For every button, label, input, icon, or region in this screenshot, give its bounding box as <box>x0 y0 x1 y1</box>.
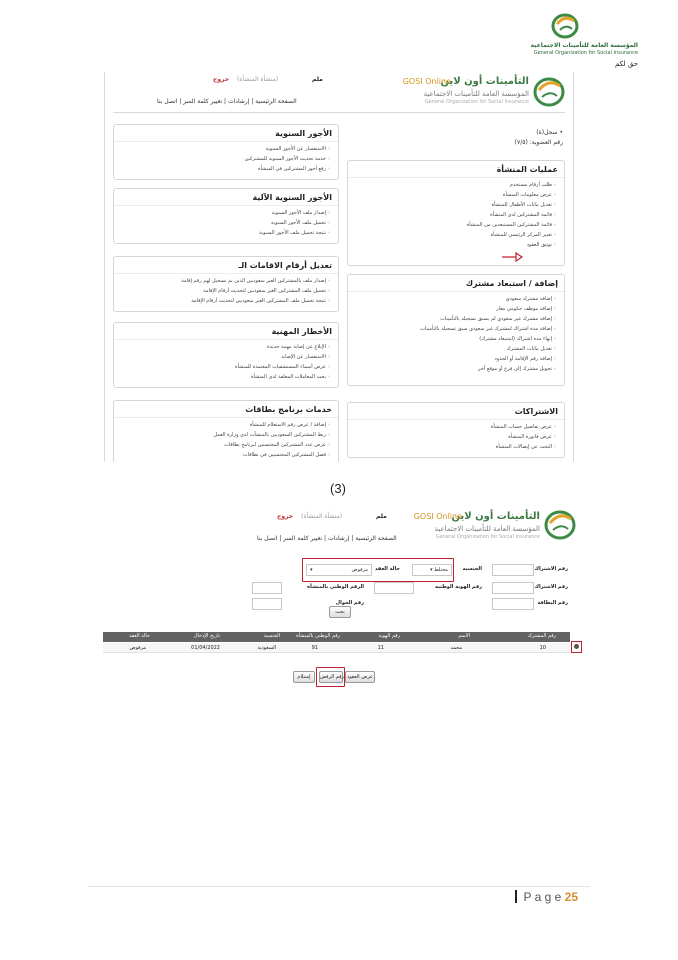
brand-ar: التأمينات أون لاين <box>440 76 529 87</box>
col-header: رقم المشترك <box>527 633 556 639</box>
member-info <box>515 128 563 148</box>
menu-link[interactable]: › فصل المشتركين المحتسبين في نطاقات <box>118 450 330 460</box>
menu-link[interactable]: › إضافة مشترك سعودي <box>352 294 556 304</box>
menu-link[interactable]: › تحميل ملف المشتركين الغير سعوديين لتحديث أرقام الإقامة <box>118 286 330 296</box>
menu-link[interactable]: › عرض أسماء المستشفيات المعتمدة للمنشأة <box>118 362 330 372</box>
subscription-number-label: رقم الاشتراك <box>534 584 568 590</box>
menu-link[interactable]: › تحميل ملف الأجور السنوية <box>118 218 330 228</box>
brand-sub-en: General Organization for Social Insurance <box>435 534 540 540</box>
menu-link[interactable]: › ربط المشتركين السعوديين بالمنشآت لدى وزارة العمل <box>118 430 330 440</box>
col-header: الجنسية <box>263 633 280 639</box>
col-header: رقم الوطني بالمنشأة <box>296 633 340 639</box>
page-word: P a g e <box>523 890 562 904</box>
cell: مرفوض <box>129 645 146 651</box>
menu-link[interactable]: › عرض تفاصيل حساب المنشأة <box>352 422 556 432</box>
menu-link[interactable]: › إضافة موظف حكومي معار <box>352 304 556 314</box>
establishment-name: (منشأة المنشأة) <box>301 513 343 520</box>
card-number-input[interactable] <box>492 598 534 610</box>
subscriber-number-input[interactable] <box>492 564 534 576</box>
brand-sub-ar: المؤسسة العامة للتأمينات الاجتماعية <box>434 525 540 533</box>
top-nav[interactable]: الصفحة الرئيسية | إرشادات | تغيير كلمة السر | اتصل بنا <box>257 535 397 542</box>
org-logo <box>478 8 638 70</box>
box-subscriptions <box>347 402 565 458</box>
menu-link[interactable]: › إنهاء مدة اشتراك (استبعاد مشترك) <box>352 334 556 344</box>
col-header: الاسم <box>458 633 470 639</box>
national-id-input[interactable] <box>374 582 414 594</box>
gosi-header <box>105 72 573 120</box>
gosi-logo-icon <box>550 12 580 40</box>
red-arrow-icon <box>501 252 523 262</box>
national-id-label: رقم الهوية الوطنية <box>434 584 482 590</box>
logout-link[interactable]: خروج <box>213 76 230 83</box>
menu-link[interactable]: › الاستفسار عن الإصابة <box>118 352 330 362</box>
box-establishment-operations <box>347 160 565 266</box>
box-title: الأجور السنوية <box>114 125 338 142</box>
brand-en: GOSI Online <box>413 512 462 521</box>
table-row[interactable] <box>103 643 570 653</box>
brand-sub-en: General Organization for Social Insurance <box>424 99 529 105</box>
menu-link-contracts[interactable]: › توثيق العقود <box>352 240 556 250</box>
menu-link[interactable]: › إضافة رقم الإقامة أو الحدود <box>352 354 556 364</box>
logout-link[interactable]: خروج <box>277 513 294 520</box>
search-button[interactable]: بحث <box>329 606 351 618</box>
user-name: ملم <box>312 76 323 83</box>
menu-link[interactable]: › إضافة مشترك غير سعودي لم يسبق تسجيله بالتأمينات <box>352 314 556 324</box>
view-contracts-button[interactable]: عرض العقود <box>345 671 375 683</box>
cell: محمد <box>450 645 462 651</box>
menu-link[interactable]: › طلب أرقام مستخدم <box>352 180 556 190</box>
menu-link[interactable]: › تغيير المركز الرئيسي للمنشأة <box>352 230 556 240</box>
page-number <box>515 890 578 904</box>
cell: 91 <box>311 645 318 651</box>
menu-link[interactable]: › الاستفسار عن الأجور السنوية <box>118 144 330 154</box>
box-title: الأجور السنوية الآلية <box>114 189 338 206</box>
box-title: عمليات المنشأة <box>348 161 564 178</box>
mobile-number-input[interactable] <box>252 598 282 610</box>
box-title: الاشتراكات <box>348 403 564 420</box>
subscription-number-input[interactable] <box>492 582 534 594</box>
menu-link[interactable]: › بحث المعاملات المعلقة لدى المنشأة <box>118 372 330 382</box>
results-table-header <box>103 632 570 642</box>
reject-reason-button[interactable]: رقم الرفض <box>319 671 343 683</box>
menu-link[interactable]: › إضافة / عرض رقم الاستعلام للمنشأة <box>118 420 330 430</box>
col-header: رقم الهوية <box>378 633 400 639</box>
highlight-status-filter <box>302 558 454 582</box>
box-residency-numbers <box>113 256 339 312</box>
box-add-remove-subscriber <box>347 274 565 386</box>
menu-link[interactable]: › إصدار ملف بالمشتركين الغير سعوديين الذين تم تسجيل لهم رقم إقامة <box>118 276 330 286</box>
cell: 11 <box>377 645 384 651</box>
menu-link[interactable]: › تعديل بيانات الأطفال للمنشأة <box>352 200 556 210</box>
member-info-line: رقم العضوية: (٧/٥) <box>514 139 563 146</box>
menu-link[interactable]: › نتيجة تحميل ملف المشتركين الغير سعوديين لتحديث أرقام الإقامة <box>118 296 330 306</box>
header-divider <box>113 112 565 113</box>
box-title: خدمات برنامج بطاقات <box>114 401 338 418</box>
menu-link[interactable]: › تعديل بيانات المشترك <box>352 344 556 354</box>
box-title: إضافة / استبعاد مشترك <box>348 275 564 292</box>
residency-number-input[interactable] <box>252 582 282 594</box>
menu-link[interactable]: › إصدار ملف الأجور السنوية <box>118 208 330 218</box>
contract-status-label: حالة العقد <box>374 566 400 572</box>
nationality-select[interactable]: مختلط ▾ <box>412 564 452 576</box>
highlight-reject-button <box>316 667 345 687</box>
contract-status-select[interactable]: مرفوض ▾ <box>306 564 372 576</box>
menu-link[interactable]: › خدمة تحديث الأجور السنوية للمشتركين <box>118 154 330 164</box>
col-header: حالة العقد <box>129 633 150 639</box>
menu-link[interactable]: › قائمة المشتركين لدى المنشأة <box>352 210 556 220</box>
org-name-en: General Organization for Social Insurance <box>533 50 638 56</box>
gosi-logo-icon <box>542 509 578 541</box>
page-number-value: 25 <box>564 890 578 904</box>
user-name: ملم <box>376 513 387 520</box>
box-title: الأخطار المهنية <box>114 323 338 340</box>
card-number-label: رقم البطاقة <box>537 600 568 606</box>
brand-ar: التأمينات أون لاين <box>451 511 540 522</box>
mobile-number-label: رقم الجوال <box>335 600 364 606</box>
menu-link[interactable]: › قائمة المشتركين المستبعدين من المنشأة <box>352 220 556 230</box>
screenshot-services-menu <box>104 72 574 462</box>
user-line <box>277 513 387 520</box>
menu-link[interactable]: › الإبلاغ عن إصابة مهنية جديدة <box>118 342 330 352</box>
menu-link[interactable]: › عرض عدد المشتركين المحتسبين لبرنامج نطاقات <box>118 440 330 450</box>
top-nav[interactable]: الصفحة الرئيسية | إرشادات | تغيير كلمة السر | اتصل بنا <box>157 98 297 105</box>
receive-button[interactable]: إستلام <box>293 671 315 683</box>
cell: 10 <box>539 645 546 651</box>
member-info-line: • سجل(ة) <box>536 129 563 136</box>
user-line <box>213 76 323 83</box>
cell: السعودية <box>257 645 276 651</box>
figure-caption: (3) <box>330 481 346 496</box>
menu-link[interactable]: › عرض معلومات المنشأة <box>352 190 556 200</box>
establishment-name: (منشأة المنشأة) <box>237 76 279 83</box>
box-occupational-hazards <box>113 322 339 388</box>
menu-link[interactable]: › البحث عن إيصالات المنشأة <box>352 442 556 452</box>
brand-sub-ar: المؤسسة العامة للتأمينات الاجتماعية <box>423 90 529 98</box>
menu-link[interactable]: › إضافة مدة اشتراك لمشترك غير سعودي سبق تسجيله بالتأمينات <box>352 324 556 334</box>
box-auto-annual-wages <box>113 188 339 244</box>
org-name-ar: المؤسسة العامة للتأمينات الاجتماعية <box>530 42 638 49</box>
brand-en: GOSI Online <box>402 77 451 86</box>
menu-link[interactable]: › نتيجة تحميل ملف الأجور السنوية <box>118 228 330 238</box>
gosi-header <box>97 503 584 551</box>
gosi-logo-icon <box>531 76 567 108</box>
menu-link[interactable]: › عرض فاتورة المنشأة <box>352 432 556 442</box>
org-tagline: حق لكم <box>614 60 638 68</box>
residency-number-label: الرقم الوطني بالمنشأة <box>307 584 364 590</box>
menu-link[interactable]: › تحويل مشترك إلى فرع أو موقع آخر <box>352 364 556 374</box>
screenshot-contracts-search <box>97 503 584 696</box>
cell: 01/04/2022 <box>191 645 220 651</box>
box-title: تعديل أرقام الاقامات الـ <box>114 257 338 274</box>
col-header: تاريخ الإدخال <box>193 633 220 639</box>
row-radio[interactable] <box>571 641 582 653</box>
menu-link[interactable]: › رفع أجور المشتركين في المنشأة <box>118 164 330 174</box>
subscriber-number-label: رقم الاشتراك <box>534 566 568 572</box>
nationality-label: الجنسية <box>462 566 482 572</box>
box-cards-program <box>113 400 339 462</box>
footer-divider <box>88 886 590 887</box>
box-annual-wages <box>113 124 339 180</box>
